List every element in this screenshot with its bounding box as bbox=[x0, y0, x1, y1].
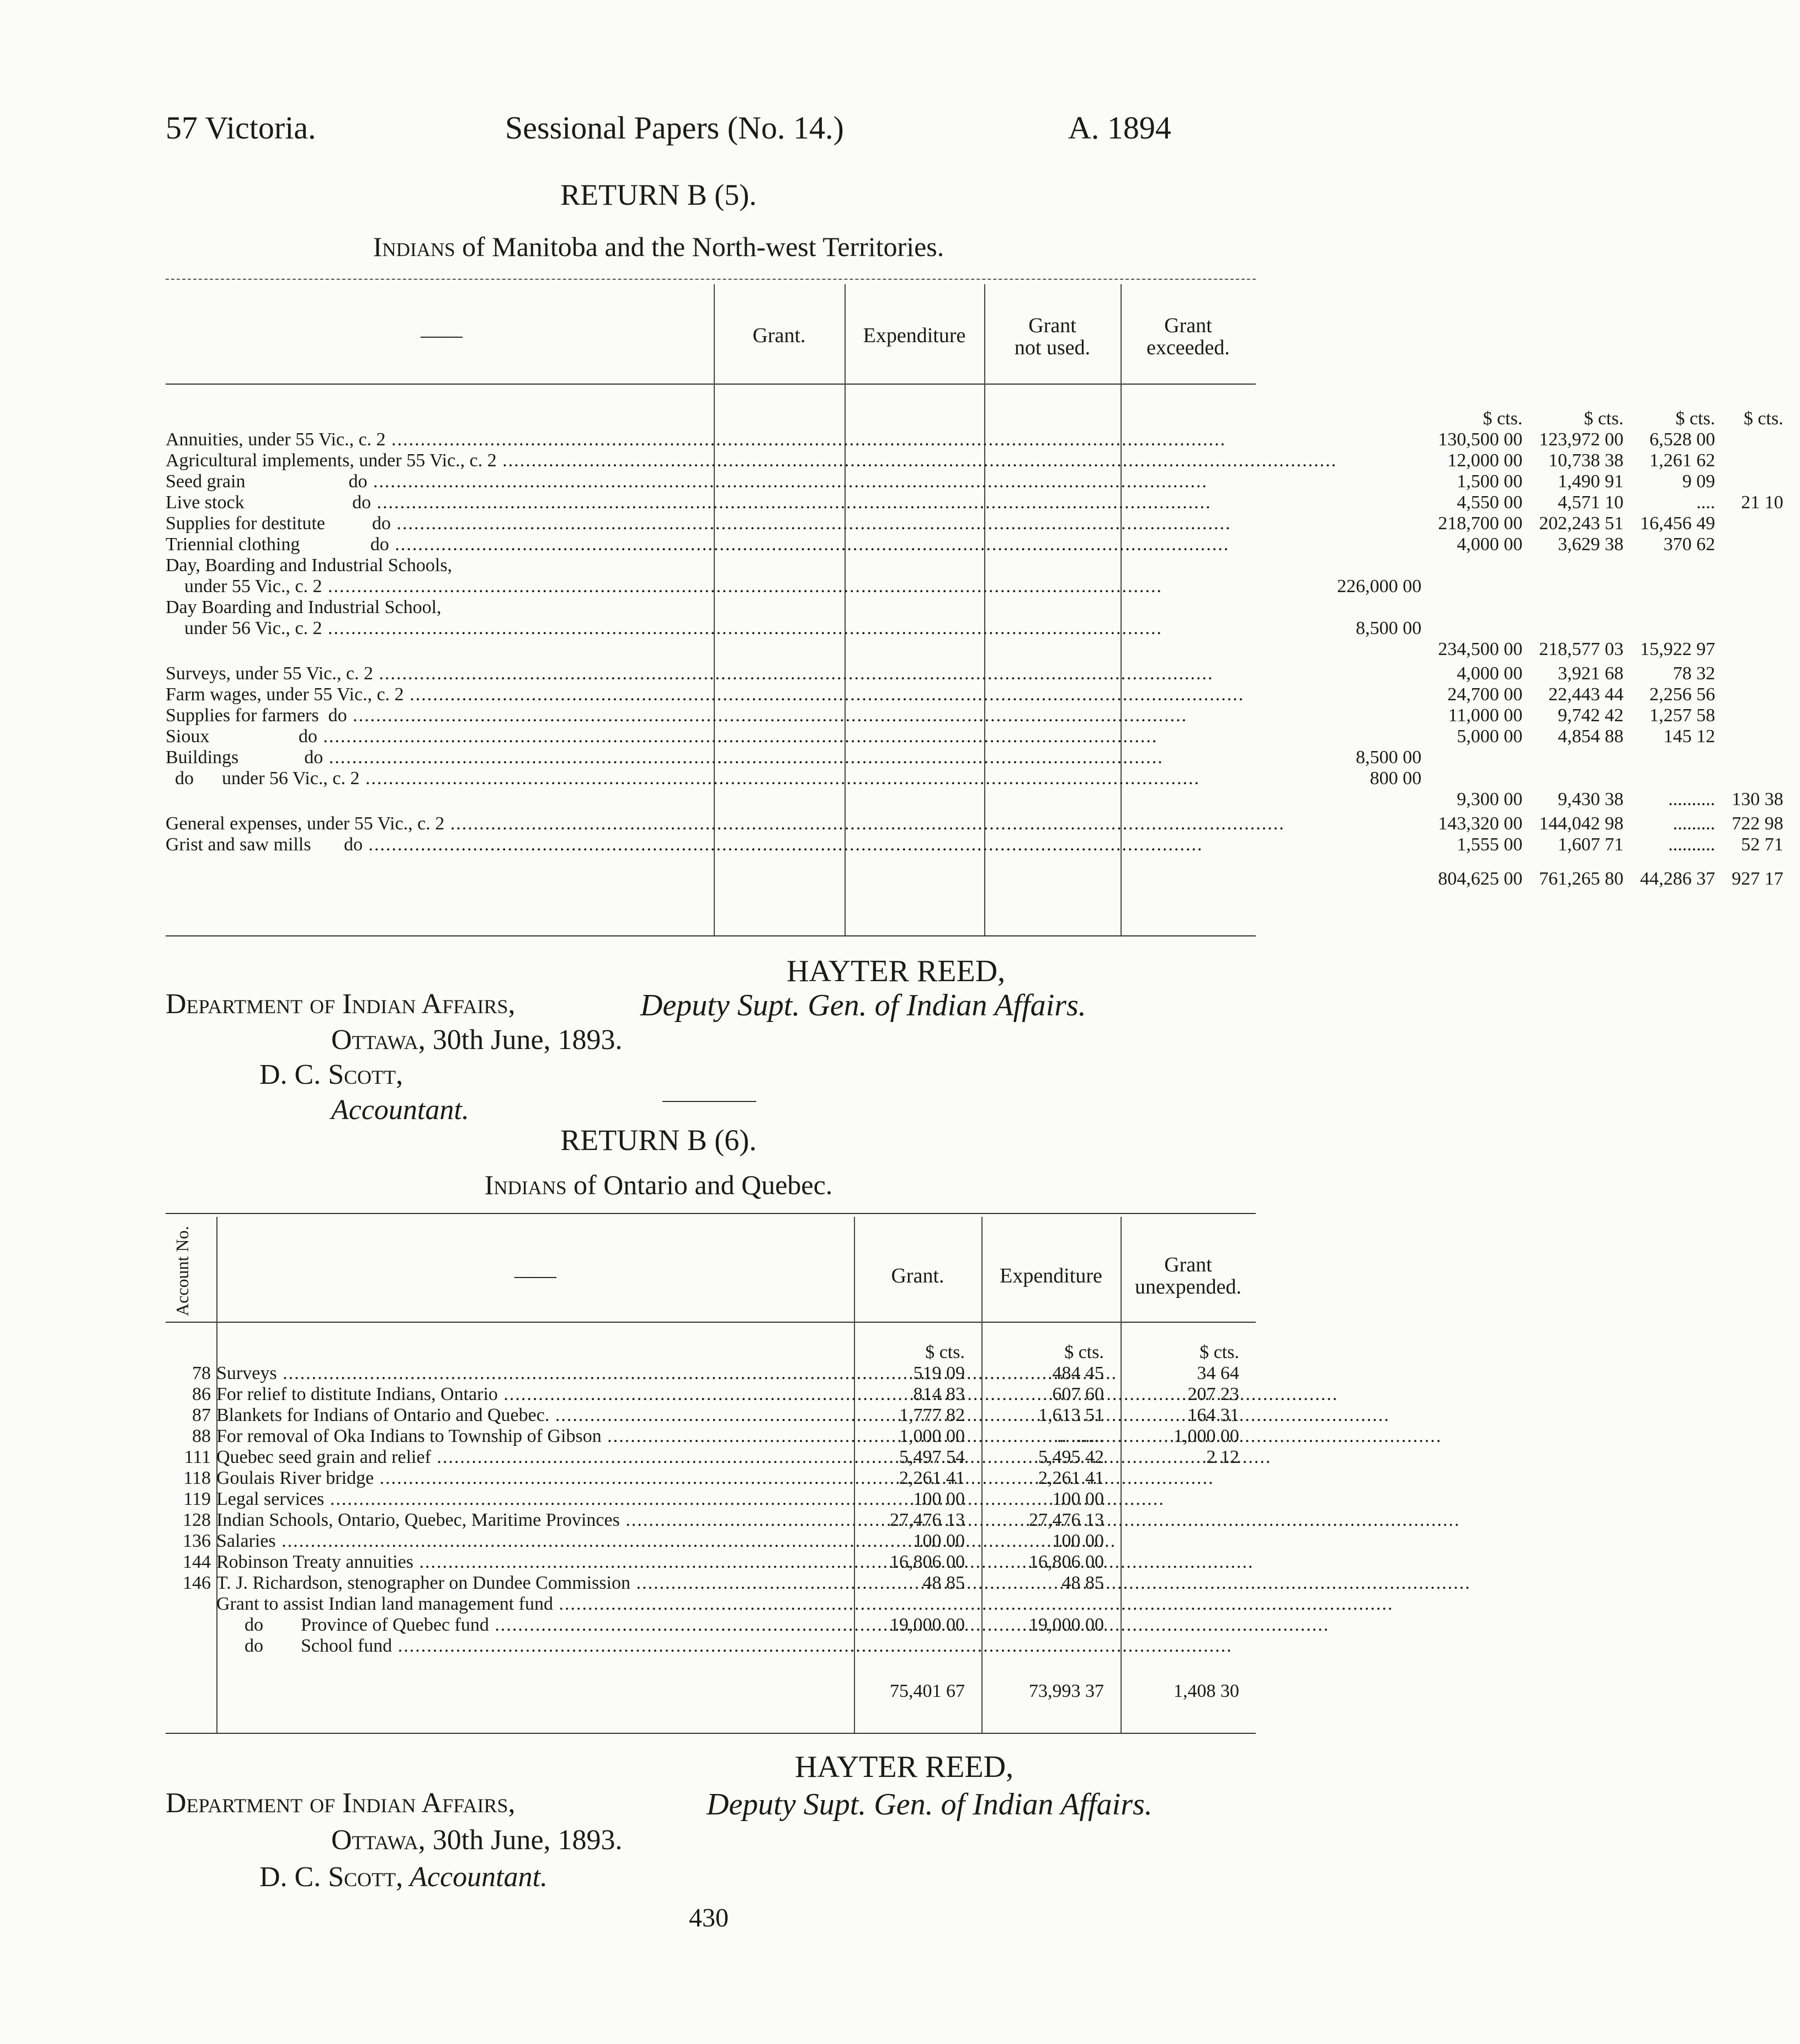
row-subtotal bbox=[1337, 534, 1438, 555]
return5-col-grant: Grant. bbox=[752, 324, 806, 347]
return6-head-rule bbox=[166, 1322, 1256, 1323]
table-row bbox=[166, 1405, 1256, 1426]
row-grant: 100 00 bbox=[913, 1531, 965, 1551]
table-row bbox=[166, 663, 1800, 684]
row-exceeded bbox=[1732, 663, 1800, 684]
row-label: Legal services ..... bbox=[216, 1489, 854, 1510]
return5-col-exceeded-1: Grant bbox=[1164, 314, 1212, 337]
row-not-used: 78 32 bbox=[1672, 663, 1716, 684]
row-account-no: 78 bbox=[192, 1363, 211, 1383]
return6-col-expenditure: Expenditure bbox=[1000, 1264, 1102, 1287]
return6-subtitle-sc: Indians bbox=[484, 1169, 567, 1200]
return5-acct-title: Accountant. bbox=[331, 1094, 469, 1126]
row-account-no: 118 bbox=[183, 1468, 211, 1488]
return5-subtitle-sc: Indians bbox=[373, 231, 455, 262]
row-subtotal bbox=[1337, 663, 1438, 684]
table-row bbox=[166, 597, 1800, 618]
return5-col-not-used-2: not used. bbox=[1014, 336, 1091, 359]
row-subtotal bbox=[1337, 726, 1438, 747]
row-account-no: 111 bbox=[184, 1447, 211, 1467]
return6-col-grant: Grant. bbox=[891, 1264, 944, 1287]
row-grant: 5,000 00 bbox=[1457, 726, 1523, 747]
row-grant: 1,000 00 bbox=[899, 1426, 965, 1446]
table-row bbox=[166, 513, 1800, 534]
row-label: Blankets for Indians of Ontario and Quebec. ..... bbox=[216, 1405, 854, 1426]
row-expenditure: 1,607 71 bbox=[1558, 834, 1624, 855]
row-subtotal bbox=[1337, 639, 1438, 663]
row-not-used: 15,922 97 bbox=[1640, 639, 1716, 659]
return5-col-not-used-1: Grant bbox=[1028, 314, 1076, 337]
row-not-used: 1,261 62 bbox=[1649, 450, 1716, 471]
row-label: Seed grain do ..... bbox=[166, 471, 1337, 492]
row-label: Agricultural implements, under 55 Vic., c. 2 ..... bbox=[166, 450, 1337, 471]
row-expenditure bbox=[1539, 597, 1640, 618]
header-year: A. 1894 bbox=[1068, 110, 1171, 146]
row-not-used: ......... bbox=[1672, 813, 1716, 834]
row-subtotal: 226,000 00 bbox=[1337, 576, 1422, 597]
row-grant: 4,000 00 bbox=[1457, 663, 1523, 684]
row-exceeded bbox=[1732, 429, 1800, 450]
row-exceeded bbox=[1732, 618, 1800, 639]
row-exceeded bbox=[1732, 513, 1800, 534]
row-label: General expenses, under 55 Vic., c. 2 ..... bbox=[166, 813, 1337, 834]
table-row bbox=[166, 450, 1800, 471]
row-grant: 5,497 54 bbox=[899, 1447, 965, 1467]
return5-col-label: —— bbox=[421, 324, 463, 347]
row-unexpended: 207 23 bbox=[1187, 1384, 1239, 1404]
totals-spacer bbox=[1337, 855, 1438, 894]
table-row bbox=[166, 1531, 1256, 1552]
return6-bottom-rule bbox=[166, 1733, 1256, 1734]
row-expenditure: 123,972 00 bbox=[1539, 429, 1624, 450]
row-subtotal bbox=[1337, 597, 1438, 618]
row-account-no: 144 bbox=[183, 1552, 211, 1572]
row-subtotal bbox=[1337, 555, 1438, 576]
row-not-used bbox=[1640, 555, 1732, 576]
totals-spacer bbox=[166, 1657, 216, 1702]
row-label: Triennial clothing do ..... bbox=[166, 534, 1337, 555]
row-expenditure bbox=[1539, 576, 1640, 597]
row-not-used: 9 09 bbox=[1682, 471, 1716, 492]
row-not-used: 370 62 bbox=[1663, 534, 1716, 555]
table-row bbox=[166, 555, 1800, 576]
row-label: Quebec seed grain and relief ..... bbox=[216, 1447, 854, 1468]
row-label: under 55 Vic., c. 2 ..... bbox=[166, 576, 1337, 597]
row-not-used bbox=[1640, 576, 1732, 597]
row-exceeded: 21 10 bbox=[1741, 492, 1783, 513]
row-label: Farm wages, under 55 Vic., c. 2 ..... bbox=[166, 684, 1337, 705]
total-unused: 44,286 37 bbox=[1640, 869, 1716, 889]
return5-col-not-used bbox=[984, 315, 1121, 359]
row-grant: 24,700 00 bbox=[1447, 684, 1523, 705]
row-account-no bbox=[166, 1615, 216, 1636]
row-account-no: 136 bbox=[183, 1531, 211, 1551]
row-label: Grant to assist Indian land management fund ..... bbox=[216, 1594, 854, 1615]
row-account-no: 88 bbox=[192, 1426, 211, 1446]
row-expenditure: 10,738 38 bbox=[1548, 450, 1624, 471]
return5-col-exceeded-2: exceeded. bbox=[1146, 336, 1230, 359]
row-label: Day, Boarding and Industrial Schools, bbox=[166, 555, 453, 576]
row-label: do School fund ..... bbox=[216, 1636, 854, 1657]
row-expenditure: 48 85 bbox=[1061, 1573, 1104, 1593]
row-not-used bbox=[1640, 747, 1732, 768]
table-row bbox=[166, 534, 1800, 555]
table-row bbox=[166, 1468, 1256, 1489]
table-row bbox=[166, 1615, 1256, 1636]
row-expenditure: 484 45 bbox=[1052, 1363, 1104, 1383]
return6-place-date bbox=[331, 1824, 623, 1856]
row-subtotal bbox=[1337, 429, 1438, 450]
row-grant bbox=[1438, 618, 1539, 639]
row-account-no: 119 bbox=[183, 1489, 211, 1509]
row-subtotal: 8,500 00 bbox=[1356, 747, 1422, 768]
table-row bbox=[166, 726, 1800, 747]
unit-cell: $ cts. bbox=[1743, 408, 1783, 429]
return5-title: RETURN B (5). bbox=[560, 178, 757, 211]
row-account-no: 146 bbox=[183, 1573, 211, 1593]
row-grant bbox=[1438, 768, 1539, 789]
return6-col-account: Account No. bbox=[172, 1226, 192, 1316]
row-expenditure: 3,629 38 bbox=[1558, 534, 1624, 555]
table-row bbox=[166, 1594, 1256, 1615]
row-expenditure: 2,261 41 bbox=[1038, 1468, 1104, 1488]
table-row bbox=[166, 1573, 1256, 1594]
return5-sig-title: Deputy Supt. Gen. of Indian Affairs. bbox=[640, 988, 1086, 1023]
row-grant: 4,550 00 bbox=[1457, 492, 1523, 513]
row-label: Robinson Treaty annuities ..... bbox=[216, 1552, 854, 1573]
return5-top-rule bbox=[166, 279, 1256, 280]
row-expenditure: 218,577 03 bbox=[1539, 639, 1624, 659]
row-expenditure: 5,495 42 bbox=[1038, 1447, 1104, 1467]
row-label: Sioux do ..... bbox=[166, 726, 1337, 747]
row-expenditure bbox=[1539, 555, 1640, 576]
row-expenditure: 9,430 38 bbox=[1558, 789, 1624, 810]
row-label: T. J. Richardson, stenographer on Dundee Commission ..... bbox=[216, 1573, 854, 1594]
unit-cell: $ cts. bbox=[1064, 1342, 1104, 1362]
row-grant: 27,476 13 bbox=[890, 1510, 965, 1530]
row-label: For relief to distitute Indians, Ontario ..... bbox=[216, 1384, 854, 1405]
row-label: Goulais River bridge ..... bbox=[216, 1468, 854, 1489]
row-subtotal: 8,500 00 bbox=[1356, 618, 1422, 638]
row-unexpended: 2 12 bbox=[1206, 1447, 1239, 1467]
return6-subtitle bbox=[0, 1169, 1317, 1201]
table-row bbox=[166, 1552, 1256, 1573]
row-expenditure: .. ....... bbox=[1057, 1426, 1104, 1446]
row-account-no bbox=[166, 1594, 216, 1615]
row-subtotal bbox=[1337, 705, 1438, 726]
row-subtotal bbox=[1337, 471, 1438, 492]
row-label: Annuities, under 55 Vic., c. 2 ..... bbox=[166, 429, 1337, 450]
row-subtotal bbox=[1337, 492, 1438, 513]
row-exceeded bbox=[1732, 576, 1800, 597]
row-subtotal bbox=[1337, 450, 1438, 471]
row-grant: 19,000 00 bbox=[890, 1615, 965, 1635]
row-exceeded bbox=[1732, 597, 1800, 618]
row-grant: 11,000 00 bbox=[1448, 705, 1523, 726]
return5-head-rule bbox=[166, 384, 1256, 385]
row-exceeded: 52 71 bbox=[1741, 834, 1783, 855]
table-row bbox=[166, 1447, 1256, 1468]
row-not-used: 2,256 56 bbox=[1649, 684, 1716, 705]
row-grant: 100 00 bbox=[913, 1489, 965, 1509]
row-subtotal bbox=[1337, 513, 1438, 534]
return5-end-rule bbox=[662, 1101, 756, 1102]
row-not-used bbox=[1640, 597, 1732, 618]
row-exceeded bbox=[1732, 555, 1800, 576]
row-label: Indian Schools, Ontario, Quebec, Maritime Provinces ..... bbox=[216, 1510, 854, 1531]
row-exceeded bbox=[1732, 768, 1800, 789]
unit-cell: $ cts. bbox=[1199, 1342, 1239, 1362]
row-expenditure bbox=[1539, 768, 1640, 789]
row-not-used: 6,528 00 bbox=[1649, 429, 1716, 450]
totals-row bbox=[166, 1657, 1256, 1702]
return6-acct-title: Accountant. bbox=[403, 1861, 548, 1893]
total-grant: 75,401 67 bbox=[890, 1681, 965, 1701]
row-expenditure: 4,571 10 bbox=[1558, 492, 1624, 513]
row-label: Salaries ..... bbox=[216, 1531, 854, 1552]
row-account-no: 87 bbox=[192, 1405, 211, 1425]
row-expenditure: 1,490 91 bbox=[1558, 471, 1624, 492]
return5-col-exceeded bbox=[1121, 315, 1256, 359]
table-row bbox=[166, 1384, 1256, 1405]
table-row bbox=[166, 1636, 1256, 1657]
total-exp: 73,993 37 bbox=[1029, 1681, 1104, 1701]
row-label: Live stock do ..... bbox=[166, 492, 1337, 513]
row-not-used: .......... bbox=[1668, 834, 1716, 855]
row-account-no: 86 bbox=[192, 1384, 211, 1404]
table-row bbox=[166, 492, 1800, 513]
row-exceeded bbox=[1732, 639, 1800, 663]
row-expenditure: 144,042 98 bbox=[1539, 813, 1624, 834]
row-label: under 56 Vic., c. 2 ..... bbox=[166, 618, 1337, 639]
row-grant: 143,320 00 bbox=[1438, 813, 1523, 834]
row-grant: 4,000 00 bbox=[1457, 534, 1523, 555]
table-row bbox=[166, 1426, 1256, 1447]
row-label: For removal of Oka Indians to Township of Gibson ..... bbox=[216, 1426, 854, 1447]
row-exceeded bbox=[1732, 450, 1800, 471]
total-grant: 804,625 00 bbox=[1438, 869, 1523, 889]
row-expenditure bbox=[1539, 618, 1640, 639]
row-not-used bbox=[1640, 768, 1732, 789]
return5-sig-name: HAYTER REED, bbox=[787, 954, 1006, 988]
row-expenditure: 202,243 51 bbox=[1539, 513, 1624, 534]
row-not-used: 16,456 49 bbox=[1640, 513, 1716, 534]
row-exceeded bbox=[1732, 534, 1800, 555]
row-exceeded bbox=[1732, 471, 1800, 492]
row-expenditure: 100 00 bbox=[1052, 1489, 1104, 1509]
row-not-used: 145 12 bbox=[1663, 726, 1716, 747]
row-label: Supplies for farmers do ..... bbox=[166, 705, 1337, 726]
row-expenditure bbox=[1539, 747, 1640, 768]
row-expenditure: 3,921 68 bbox=[1558, 663, 1624, 684]
row-unexpended: 1,000 00 bbox=[1174, 1426, 1239, 1446]
row-grant bbox=[1438, 555, 1539, 576]
row-not-used: .... bbox=[1696, 492, 1716, 513]
return6-subtitle-rest: of Ontario and Quebec. bbox=[566, 1169, 833, 1200]
unit-cell: $ cts. bbox=[1584, 408, 1624, 429]
return5-dept: Department of Indian Affairs, bbox=[166, 988, 516, 1020]
return5-table bbox=[166, 408, 1800, 894]
table-row bbox=[166, 1510, 1256, 1531]
return6-sig-title: Deputy Supt. Gen. of Indian Affairs. bbox=[707, 1787, 1153, 1822]
row-exceeded: 722 98 bbox=[1732, 813, 1783, 834]
return6-dept: Department of Indian Affairs, bbox=[166, 1787, 516, 1819]
row-not-used: 1,257 58 bbox=[1649, 705, 1716, 726]
row-expenditure: 27,476 13 bbox=[1029, 1510, 1104, 1530]
unit-cell: $ cts. bbox=[1675, 408, 1716, 429]
row-grant: 130,500 00 bbox=[1438, 429, 1523, 450]
return5-bottom-rule bbox=[166, 935, 1256, 936]
row-grant: 16,806 00 bbox=[890, 1552, 965, 1572]
table-row bbox=[166, 684, 1800, 705]
table-row bbox=[166, 768, 1800, 789]
table-row bbox=[166, 618, 1800, 639]
row-grant: 234,500 00 bbox=[1438, 639, 1523, 659]
totals-row bbox=[166, 855, 1800, 894]
row-expenditure: 100 00 bbox=[1052, 1531, 1104, 1551]
return5-place: Ottawa, bbox=[331, 1024, 426, 1056]
row-not-used bbox=[1640, 618, 1732, 639]
return5-col-expenditure: Expenditure bbox=[863, 324, 966, 347]
return6-col-unexpended-2: unexpended. bbox=[1134, 1275, 1242, 1298]
row-unexpended: 34 64 bbox=[1197, 1363, 1239, 1383]
unit-cell: $ cts. bbox=[1483, 408, 1523, 429]
row-not-used: .......... bbox=[1668, 789, 1716, 810]
row-exceeded bbox=[1732, 684, 1800, 705]
table-row bbox=[166, 834, 1800, 855]
row-grant: 2,261 41 bbox=[899, 1468, 965, 1488]
row-subtotal bbox=[1337, 789, 1438, 813]
row-unexpended bbox=[1121, 1531, 1256, 1552]
return5-acct-name: D. C. Scott, bbox=[259, 1059, 403, 1090]
total-exp: 761,265 80 bbox=[1539, 869, 1624, 889]
return5-subtitle-rest: of Manitoba and the North-west Territories. bbox=[455, 231, 944, 262]
row-subtotal: 800 00 bbox=[1369, 768, 1422, 789]
row-grant bbox=[1438, 576, 1539, 597]
row-label bbox=[166, 639, 1337, 663]
row-grant: 519 09 bbox=[913, 1363, 965, 1383]
row-grant: 1,777 82 bbox=[899, 1405, 965, 1425]
row-label: Surveys ..... bbox=[216, 1363, 854, 1384]
return6-title: RETURN B (6). bbox=[560, 1124, 757, 1157]
table-row bbox=[166, 747, 1800, 768]
row-grant: 12,000 00 bbox=[1447, 450, 1523, 471]
row-expenditure: 9,742 42 bbox=[1558, 705, 1624, 726]
row-label: Day Boarding and Industrial School, bbox=[166, 597, 442, 618]
row-expenditure: 1,613 51 bbox=[1038, 1405, 1104, 1425]
row-subtotal bbox=[1337, 813, 1438, 834]
return6-acct bbox=[259, 1861, 548, 1893]
return6-table bbox=[166, 1342, 1256, 1702]
row-grant: 1,500 00 bbox=[1457, 471, 1523, 492]
header-volume: 57 Victoria. bbox=[166, 110, 316, 146]
table-row bbox=[166, 471, 1800, 492]
row-grant: 218,700 00 bbox=[1438, 513, 1523, 534]
totals-spacer bbox=[216, 1657, 854, 1702]
table-row bbox=[166, 429, 1800, 450]
row-exceeded bbox=[1732, 747, 1800, 768]
row-grant: 1,555 00 bbox=[1457, 834, 1523, 855]
row-label: do Province of Quebec fund ..... bbox=[216, 1615, 854, 1636]
page-number: 430 bbox=[689, 1903, 729, 1933]
row-label: Buildings do ..... bbox=[166, 747, 1337, 768]
row-label: Grist and saw mills do ..... bbox=[166, 834, 1337, 855]
row-label: do under 56 Vic., c. 2 ..... bbox=[166, 768, 1337, 789]
table-row bbox=[166, 576, 1800, 597]
row-exceeded bbox=[1732, 726, 1800, 747]
return5-units-row bbox=[166, 408, 1800, 429]
total-exceeded: 927 17 bbox=[1732, 869, 1783, 889]
return6-units-row bbox=[166, 1342, 1256, 1363]
row-grant: 814 83 bbox=[913, 1384, 965, 1404]
row-expenditure: 22,443 44 bbox=[1548, 684, 1624, 705]
total-unexp: 1,408 30 bbox=[1174, 1681, 1239, 1701]
row-unexpended: 164 31 bbox=[1187, 1405, 1239, 1425]
table-row bbox=[166, 1489, 1256, 1510]
return6-sig-name: HAYTER REED, bbox=[795, 1750, 1014, 1784]
row-expenditure: 16,806 00 bbox=[1029, 1552, 1104, 1572]
return6-col-label: —— bbox=[514, 1264, 556, 1287]
header-title: Sessional Papers (No. 14.) bbox=[505, 110, 844, 146]
return6-date: 30th June, 1893. bbox=[425, 1824, 623, 1856]
return5-place-date bbox=[331, 1024, 623, 1056]
row-exceeded bbox=[1732, 705, 1800, 726]
table-row bbox=[166, 813, 1800, 834]
row-label: Surveys, under 55 Vic., c. 2 ..... bbox=[166, 663, 1337, 684]
totals-spacer bbox=[166, 855, 1337, 894]
return6-col-unexpended bbox=[1121, 1254, 1256, 1298]
return5-date: 30th June, 1893. bbox=[425, 1024, 623, 1056]
row-expenditure: 607 60 bbox=[1052, 1384, 1104, 1404]
row-account-no bbox=[166, 1636, 216, 1657]
row-grant bbox=[1438, 747, 1539, 768]
table-row bbox=[166, 705, 1800, 726]
return6-top-rule bbox=[166, 1213, 1256, 1214]
row-expenditure: 19,000 00 bbox=[1029, 1615, 1104, 1635]
row-grant: 9,300 00 bbox=[1457, 789, 1523, 810]
row-exceeded: 130 38 bbox=[1732, 789, 1783, 810]
table-row bbox=[166, 789, 1800, 813]
row-account-no: 128 bbox=[183, 1510, 211, 1530]
unit-cell: $ cts. bbox=[925, 1342, 965, 1362]
row-grant: 48 85 bbox=[922, 1573, 965, 1593]
row-subtotal bbox=[1337, 684, 1438, 705]
row-expenditure: 4,854 88 bbox=[1558, 726, 1624, 747]
row-subtotal bbox=[1337, 834, 1438, 855]
return6-col-unexpended-1: Grant bbox=[1164, 1253, 1212, 1276]
row-label bbox=[166, 789, 1337, 813]
return5-subtitle bbox=[0, 231, 1317, 263]
table-row bbox=[166, 639, 1800, 663]
row-label: Supplies for destitute do ..... bbox=[166, 513, 1337, 534]
return6-place: Ottawa, bbox=[331, 1824, 426, 1856]
return6-acct-name: D. C. Scott, bbox=[259, 1861, 403, 1893]
row-grant bbox=[1438, 597, 1539, 618]
table-row bbox=[166, 1363, 1256, 1384]
